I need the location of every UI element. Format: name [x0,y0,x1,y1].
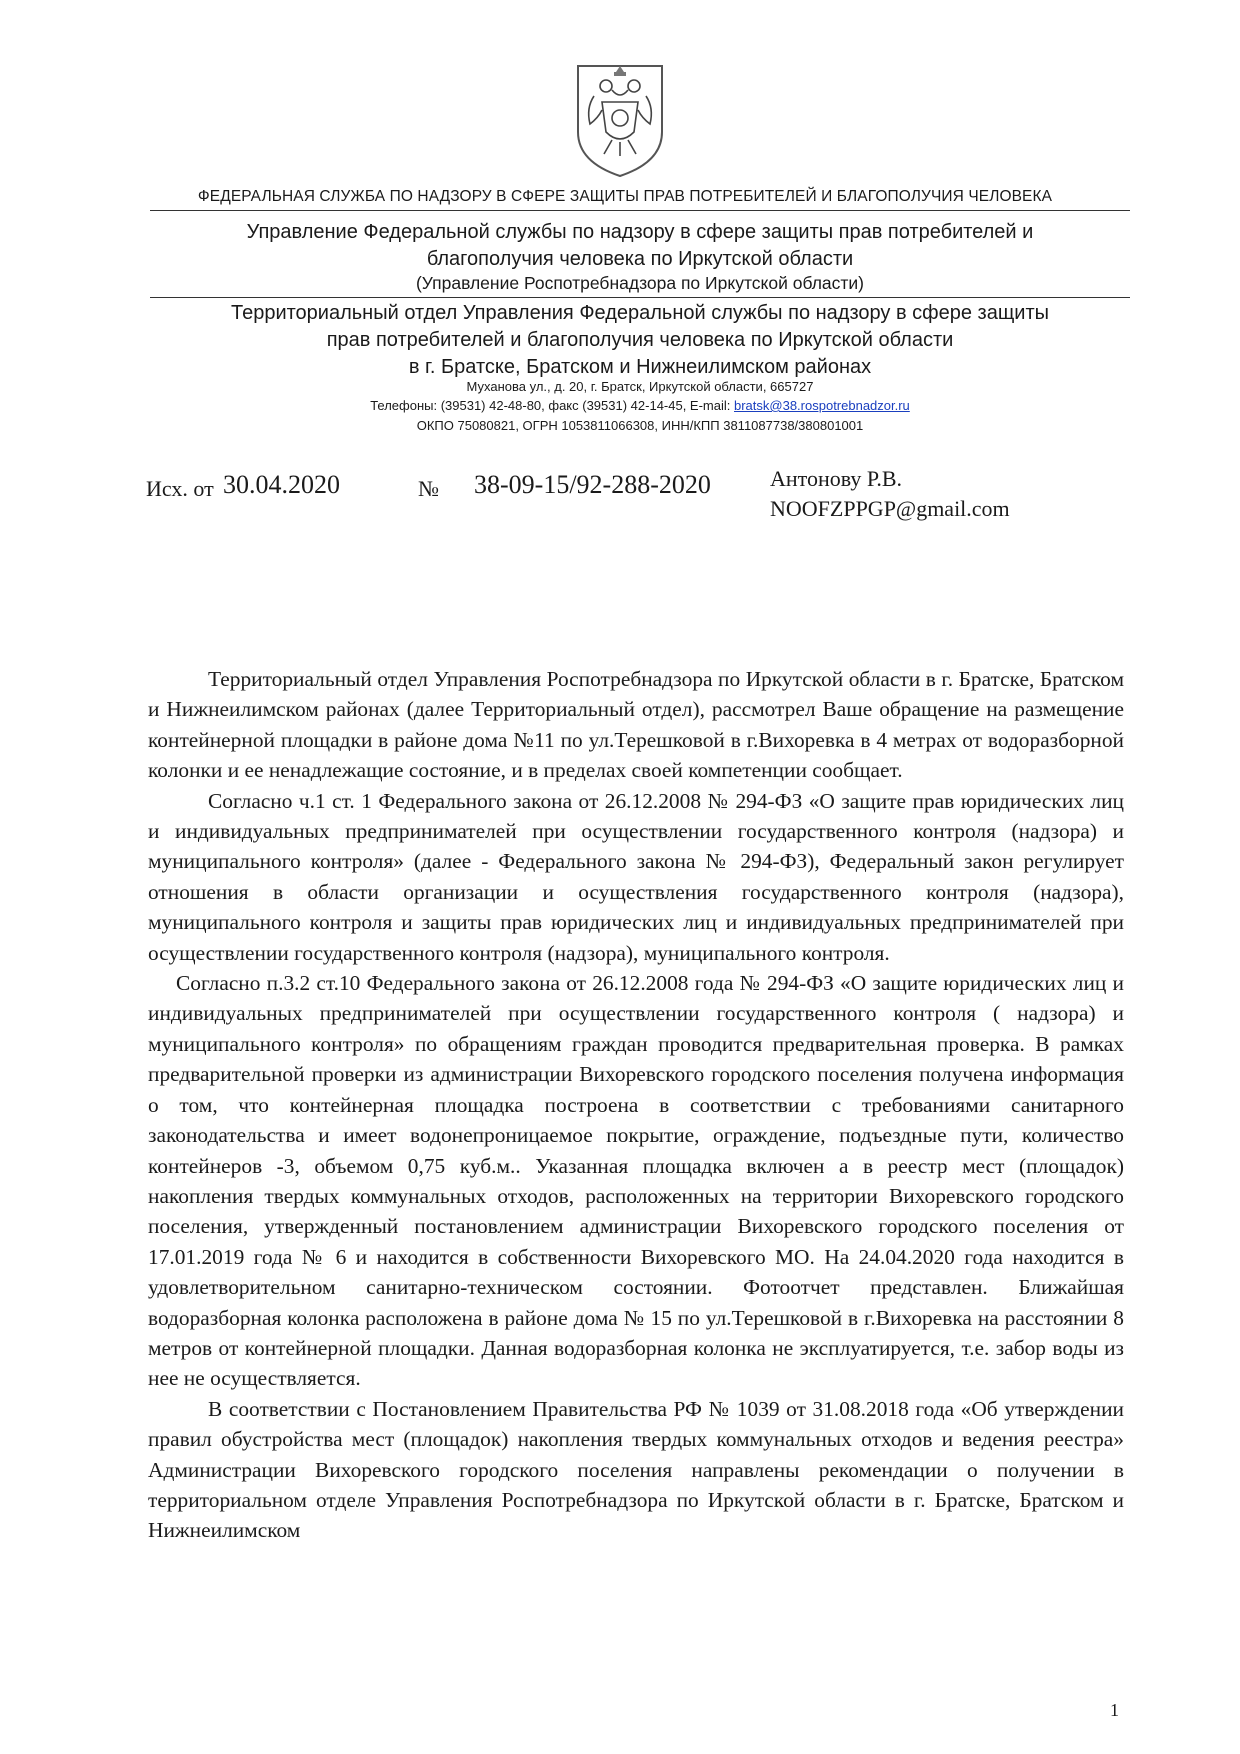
header-divider [150,210,1130,211]
recipient-email: NOOFZPPGP@gmail.com [770,496,1010,521]
body-paragraph-1: Территориальный отдел Управления Роспотребнадзора по Иркутской области в г. Братске, Братском и Нижнеилимском районах (далее Территориальный отдел), рассмотрел Ваше обращение на размещение контейнерной площадки в районе дома №11 по ул.Терешковой в г.Вихоревка в 4 метрах от водоразборной колонки и ее ненадлежащие состояние, и в пределах своей компетенции сообщает. [148,667,1124,783]
email-link[interactable]: bratsk@38.rospotrebnadzor.ru [734,398,910,413]
outgoing-number: 38-09-15/92-288-2020 [474,470,711,499]
registration-codes: ОКПО 75080821, ОГРН 1053811066308, ИНН/КПП 3811087738/380801001 [416,418,864,433]
management-name [150,219,1130,273]
coat-of-arms-icon [572,62,668,180]
recipient-name: Антонову Р.В. [770,466,903,491]
agency-name: ФЕДЕРАЛЬНАЯ СЛУЖБА ПО НАДЗОРУ В СФЕРЕ ЗАЩИТЫ ПРАВ ПОТРЕБИТЕЛЕЙ И БЛАГОПОЛУЧИЯ ЧЕЛОВЕКА [197,188,1053,205]
territorial-line-2: прав потребителей и благополучия человека по Иркутской области [326,329,954,351]
territorial-department-name [150,300,1130,381]
recipient-block [770,464,1010,524]
management-line-2: благополучия человека по Иркутской области [426,248,854,270]
page-number: 1 [1110,1700,1119,1720]
letter-body [148,664,1124,1546]
outgoing-label: Исх. от [146,476,214,501]
phones-text: Телефоны: (39531) 42-48-80, факс (39531) 42-14-45, E-mail: [370,398,734,413]
territorial-line-1: Территориальный отдел Управления Федеральной службы по надзору в сфере защиты [230,302,1050,324]
contact-phones [150,398,1130,413]
territorial-line-3: в г. Братске, Братском и Нижнеилимском районах [408,356,872,378]
body-paragraph-2: Согласно ч.1 ст. 1 Федерального закона от 26.12.2008 № 294-ФЗ «О защите прав юридических лиц и индивидуальных предпринимателей при осуществлении государственного контроля (надзора) и муниципального контроля» (далее - Федерального закона № 294-ФЗ), Федеральный закон регулирует отношения в области организации и осуществления государственного контроля (надзора), муниципального контроля и защиты прав юридических лиц и индивидуальных предпринимателей при осуществлении государственного контроля (надзора), муниципального контроля. [148,788,1124,965]
body-paragraph-4: В соответствии с Постановлением Правительства РФ № 1039 от 31.08.2018 года «Об утверждении правил обустройства мест (площадок) накопления твердых коммунальных отходов и ведения реестра» Администрации Вихоревского городского поселения направлены рекомендации о получении в территориальном отделе Управления Роспотребнадзора по Иркутской области в г. Братске, Братском и Нижнеилимском [148,1396,1124,1543]
outgoing-number-sign: № [418,476,439,501]
body-paragraph-3: Согласно п.3.2 ст.10 Федерального закона от 26.12.2008 года № 294-ФЗ «О защите юридических лиц и индивидуальных предпринимателей при осуществлении государственного контроля ( надзора) и муниципального контроля» по обращениям граждан проводится предварительная проверка. В рамках предварительной проверки из администрации Вихоревского городского поселения получена информация о том, что контейнерная площадка построена в соответствии с требованиями санитарного законодательства и имеет водонепроницаемое покрытие, ограждение, подъездные пути, количество контейнеров -3, объемом 0,75 куб.м.. Указанная площадка включен а в реестр мест (площадок) накопления твердых коммунальных отходов, расположенных на территории Вихоревского городского поселения, утвержденный постановлением администрации Вихоревского городского поселения от 17.01.2019 года № 6 и находится в собственности Вихоревского МО. На 24.04.2020 года находится в удовлетворительном санитарно-техническом состоянии. Фотоотчет представлен. Ближайшая водоразборная колонка расположена в районе дома № 15 по ул.Терешковой в г.Вихоревка на расстоянии 8 метров от контейнерной площадки. Данная водоразборная колонка не эксплуатируется, т.е. забор воды из нее не осуществляется. [148,971,1124,1391]
management-short-name: (Управление Роспотребнадзора по Иркутской области) [415,273,865,293]
postal-address: Муханова ул., д. 20, г. Братск, Иркутской области, 665727 [466,379,814,394]
outgoing-date: 30.04.2020 [223,470,340,499]
header-divider-2 [150,297,1130,298]
management-line-1: Управление Федеральной службы по надзору в сфере защиты прав потребителей и [246,221,1034,243]
